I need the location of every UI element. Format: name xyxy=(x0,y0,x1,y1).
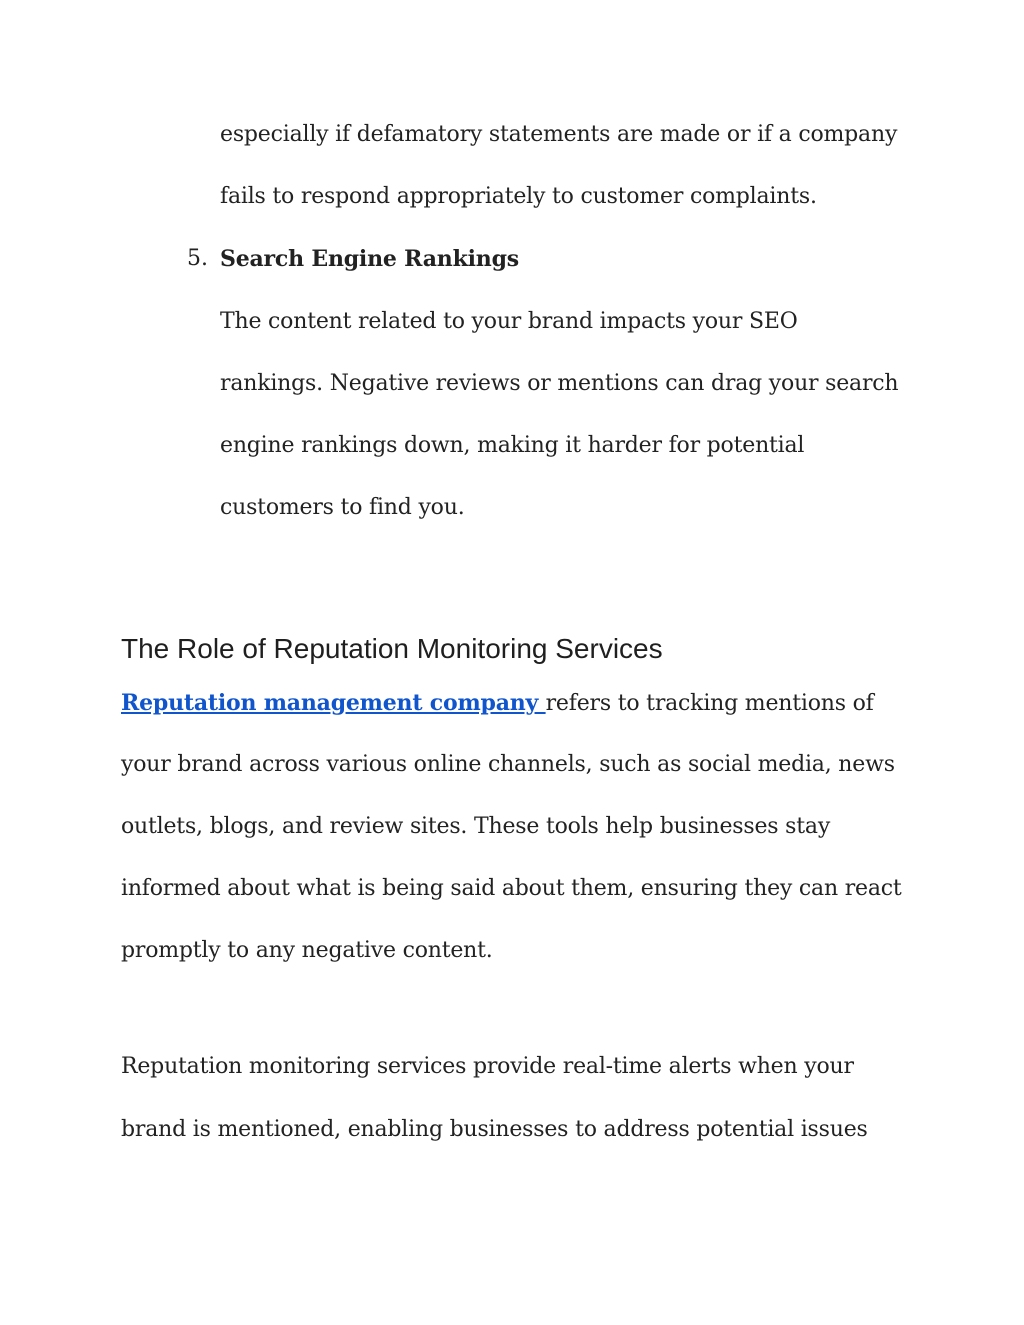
section-heading: The Role of Reputation Monitoring Services xyxy=(121,633,663,664)
list-number: 5. xyxy=(187,246,208,271)
paragraph-1-line-1-text: refers to tracking mentions of xyxy=(545,691,874,716)
list-item-4-continuation-line-2: fails to respond appropriately to customer complaints. xyxy=(220,184,817,209)
paragraph-1-line-2: your brand across various online channels, such as social media, news xyxy=(121,752,895,777)
list-item-body-line-3: engine rankings down, making it harder for potential xyxy=(220,433,805,458)
list-item-body-line-2: rankings. Negative reviews or mentions can drag your search xyxy=(220,371,899,396)
paragraph-1-line-5: promptly to any negative content. xyxy=(121,938,493,963)
reputation-management-company-link[interactable]: Reputation management company xyxy=(121,690,546,716)
list-item-body-line-1: The content related to your brand impacts your SEO xyxy=(220,309,798,334)
list-item-body-line-4: customers to find you. xyxy=(220,495,465,520)
paragraph-2-line-2: brand is mentioned, enabling businesses to address potential issues xyxy=(121,1117,868,1142)
paragraph-1-line-4: informed about what is being said about them, ensuring they can react xyxy=(121,876,902,901)
paragraph-1-line-3: outlets, blogs, and review sites. These tools help businesses stay xyxy=(121,814,831,839)
list-item-4-continuation-line-1: especially if defamatory statements are made or if a company xyxy=(220,122,898,147)
list-item-title: Search Engine Rankings xyxy=(220,246,519,272)
paragraph-2-line-1: Reputation monitoring services provide real-time alerts when your xyxy=(121,1054,854,1079)
paragraph-1-line-1 xyxy=(121,688,874,719)
